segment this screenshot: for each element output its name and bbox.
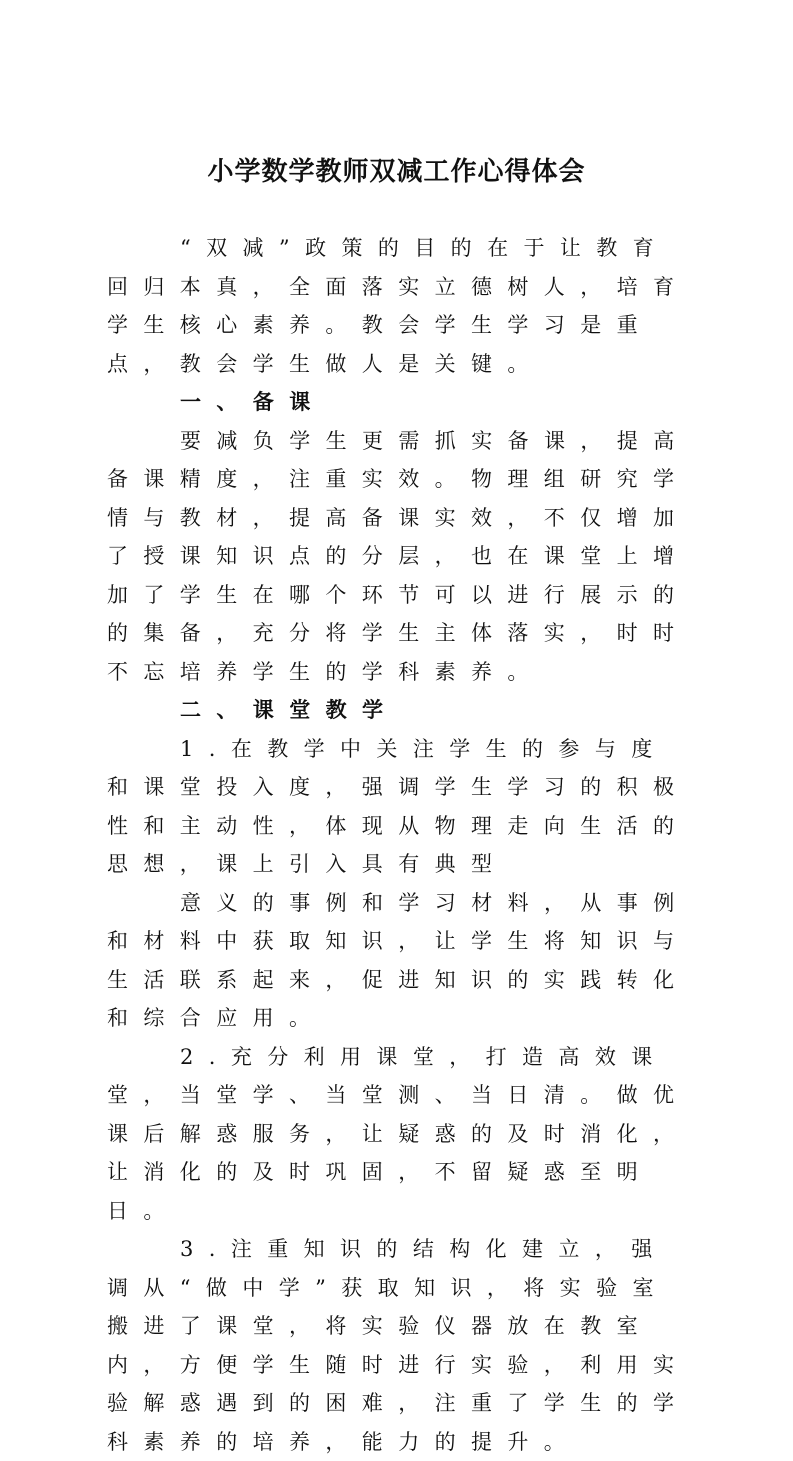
paragraph-intro: “双减”政策的目的在于让教育回归本真，全面落实立德树人，培育学生核心素养。教会学生学习是重点，教会学生做人是关键。 <box>107 236 690 376</box>
heading-lesson-prep: 一、备课 <box>180 389 326 414</box>
paragraph-point-2: 2.充分利用课堂，打造高效课堂，当堂学、当堂测、当日清。做优课后解惑服务，让疑惑的及时消化，让消化的及时巩固，不留疑惑至明日。 <box>107 1044 690 1223</box>
document-body <box>107 229 699 1461</box>
paragraph-point-3: 3.注重知识的结构化建立，强调从“做中学”获取知识，将实验室搬进了课堂，将实验仪器放在教室内，方便学生随时进行实验，利用实验解惑遇到的困难，注重了学生的学科素养的培养，能力的提升。 <box>107 1237 690 1454</box>
paragraph-point-1: 1.在教学中关注学生的参与度和课堂投入度，强调学生学习的积极性和主动性，体现从物理走向生活的思想，课上引入具有典型 <box>107 736 690 876</box>
heading-classroom-teaching: 二、课堂教学 <box>180 697 399 722</box>
paragraph-point-1-continued: 意义的事例和学习材料，从事例和材料中获取知识，让学生将知识与生活联系起来，促进知识的实践转化和综合应用。 <box>107 890 690 1030</box>
paragraph-lesson-prep: 要减负学生更需抓实备课，提高备课精度，注重实效。物理组研究学情与教材，提高备课实效，不仅增加了授课知识点的分层，也在课堂上增加了学生在哪个环节可以进行展示的的集备，充分将学生主体落实，时时不忘培养学生的学科素养。 <box>107 428 690 684</box>
document-title: 小学数学教师双减工作心得体会 <box>207 157 586 187</box>
